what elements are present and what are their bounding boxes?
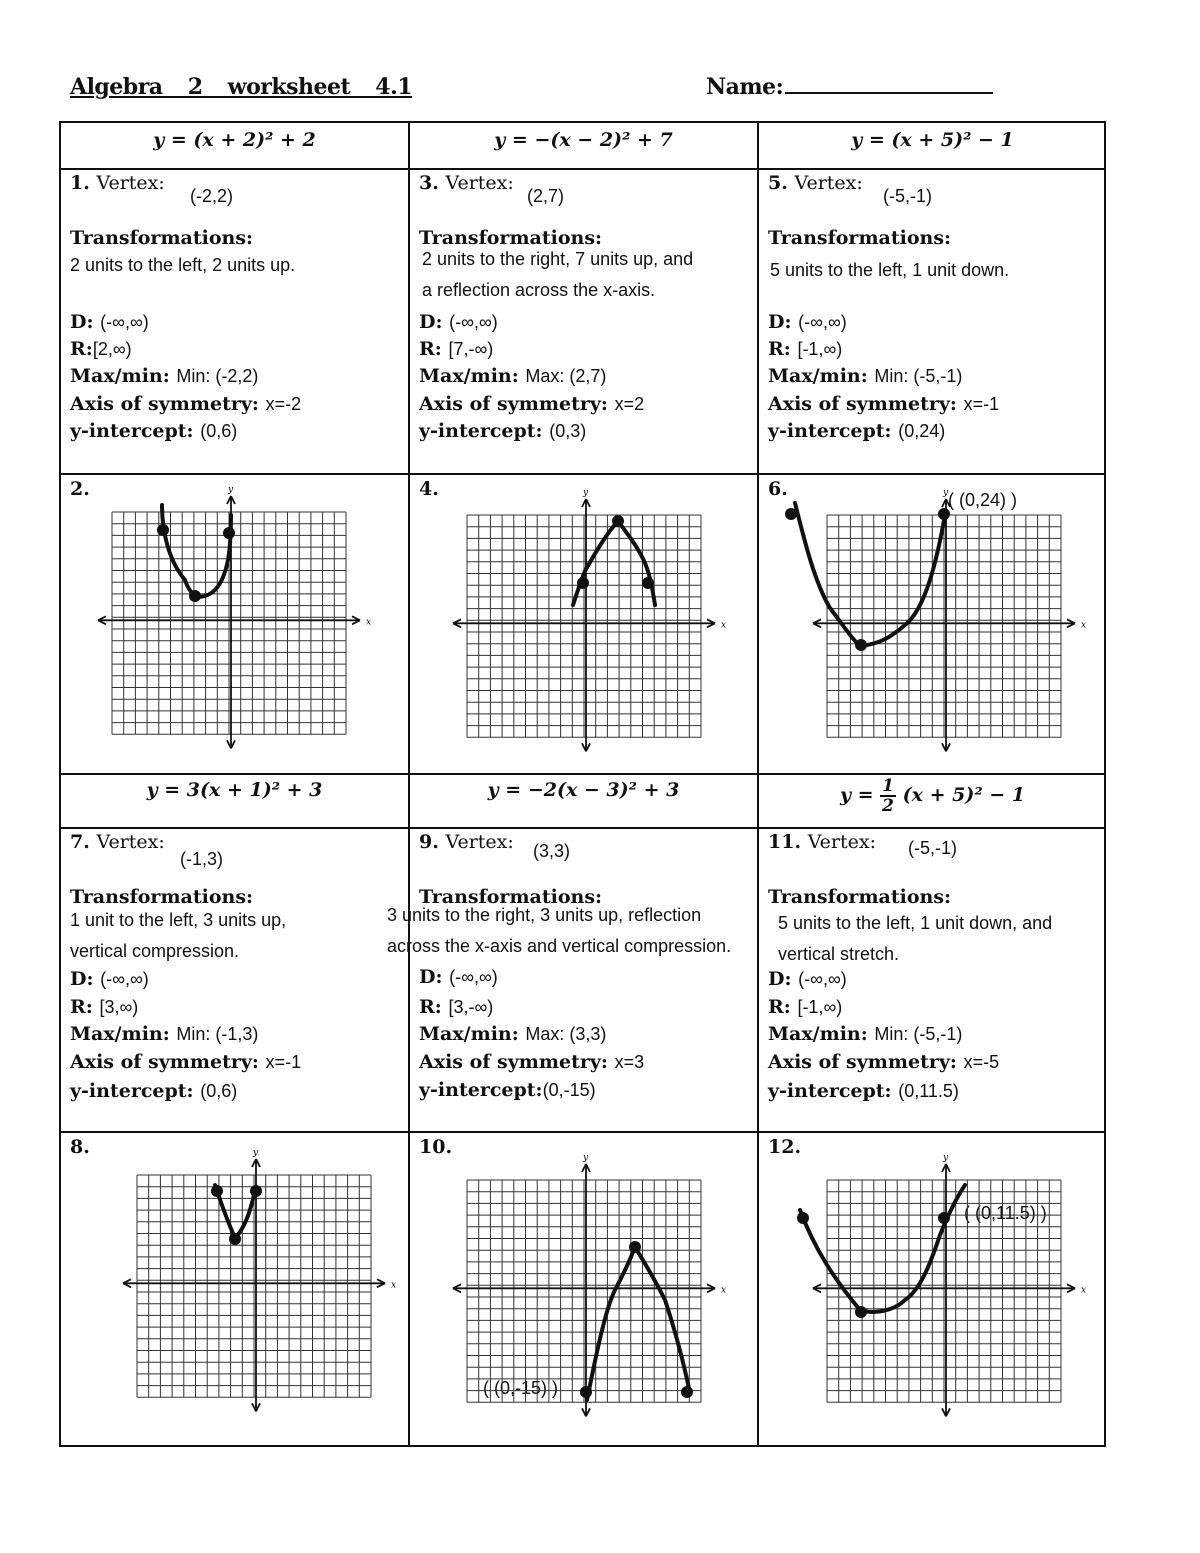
transformations-label: Transformations:	[768, 886, 952, 908]
problem-number: 9. Vertex:	[419, 831, 514, 853]
x-axis-label: x	[366, 617, 372, 628]
maxmin-row: Max/min: Max: (3,3)	[419, 1023, 607, 1045]
problem-number: 3. Vertex:	[419, 172, 514, 194]
equation-2: y = −(x − 2)² + 7	[494, 129, 673, 151]
maxmin-row: Max/min: Min: (-1,3)	[70, 1023, 259, 1045]
plotted-point	[855, 639, 867, 651]
transformations-label: Transformations:	[419, 227, 603, 249]
graph-12-coordinate-plane	[805, 1150, 1095, 1425]
range-row: R:[2,∞)	[70, 338, 132, 360]
graph-10-coordinate-plane	[445, 1150, 735, 1425]
grid	[467, 1180, 701, 1402]
transformations-line-2: across the x-axis and vertical compression.	[387, 936, 732, 956]
transformations-label: Transformations:	[70, 227, 254, 249]
plotted-point	[250, 1185, 262, 1197]
maxmin-row: Max/min: Min: (-5,-1)	[768, 1023, 963, 1045]
equation-3: y = (x + 5)² − 1	[851, 129, 1014, 151]
equation-6-body: (x + 5)² − 1	[902, 784, 1026, 806]
axis-row: Axis of symmetry: x=-1	[768, 393, 1000, 415]
graph-number: 6.	[768, 478, 788, 500]
plotted-point	[211, 1185, 223, 1197]
yint-row: y-intercept: (0,24)	[768, 420, 946, 442]
graph-number: 10.	[419, 1136, 453, 1158]
x-axis-label: x	[391, 1280, 397, 1291]
vertex-value: (-5,-1)	[908, 838, 957, 858]
fraction-numerator: 1	[882, 776, 895, 796]
plotted-point	[157, 524, 169, 536]
row-divider	[61, 168, 1104, 170]
equation-1: y = (x + 2)² + 2	[153, 129, 316, 151]
transformations-line-1: 2 units to the left, 2 units up.	[70, 255, 296, 275]
plotted-point	[629, 1241, 641, 1253]
graph-number: 8.	[70, 1136, 90, 1158]
row-divider	[61, 1131, 1104, 1133]
range-row: R: [3,-∞)	[419, 996, 494, 1018]
problem-number: 5. Vertex:	[768, 172, 863, 194]
plotted-point	[938, 508, 950, 520]
transformations-line-1: 2 units to the right, 7 units up, and	[422, 249, 694, 269]
domain-row: D: (-∞,∞)	[70, 311, 149, 333]
domain-row: D: (-∞,∞)	[419, 311, 498, 333]
plotted-point	[223, 527, 235, 539]
transformations-line-1: 1 unit to the left, 3 units up,	[70, 910, 287, 930]
transformations-line-2: vertical compression.	[70, 941, 240, 961]
plotted-point	[785, 508, 797, 520]
vertex-value: (-1,3)	[180, 849, 224, 869]
plotted-point	[229, 1233, 241, 1245]
fraction-denominator: 2	[882, 796, 895, 816]
grid	[467, 515, 701, 737]
equation-6	[759, 777, 1106, 815]
range-row: R: [-1,∞)	[768, 338, 843, 360]
graph-number: 12.	[768, 1136, 802, 1158]
yint-row: y-intercept:(0,-15)	[419, 1079, 596, 1101]
range-row: R: [-1,∞)	[768, 996, 843, 1018]
plotted-point	[855, 1306, 867, 1318]
vertex-value: (-2,2)	[190, 186, 234, 206]
yint-row: y-intercept: (0,11.5)	[768, 1080, 959, 1102]
grid	[137, 1175, 371, 1397]
point-label: ( (0,11.5) )	[964, 1203, 1047, 1223]
y-axis-label: y	[943, 1153, 949, 1163]
maxmin-row: Max/min: Max: (2,7)	[419, 365, 607, 387]
y-axis-label: y	[228, 485, 234, 495]
equation-4: y = 3(x + 1)² + 3	[146, 779, 323, 801]
plotted-point	[612, 515, 624, 527]
parabola-curve	[800, 1185, 965, 1312]
parabola-curve	[587, 1247, 690, 1400]
domain-row: D: (-∞,∞)	[768, 968, 847, 990]
transformations-label: Transformations:	[70, 886, 254, 908]
plotted-point	[938, 1212, 950, 1224]
x-axis-label: x	[1081, 620, 1087, 631]
axis-row: Axis of symmetry: x=2	[419, 393, 645, 415]
problem-number: 11. Vertex:	[768, 831, 876, 853]
parabola-curve	[162, 505, 231, 597]
problem-number: 7. Vertex:	[70, 831, 165, 853]
equation-5: y = −2(x − 3)² + 3	[487, 779, 680, 801]
plotted-point	[577, 577, 589, 589]
range-row: R: [7,-∞)	[419, 338, 494, 360]
transformations-line-1: 3 units to the right, 3 units up, reflection	[387, 905, 702, 925]
y-axis-label: y	[583, 488, 589, 498]
plotted-point	[580, 1386, 592, 1398]
x-axis-label: x	[721, 1285, 727, 1296]
x-axis-label: x	[721, 620, 727, 631]
maxmin-row: Max/min: Min: (-5,-1)	[768, 365, 963, 387]
x-axis-label: x	[1081, 1285, 1087, 1296]
axis-row: Axis of symmetry: x=-2	[70, 393, 302, 415]
axis-row: Axis of symmetry: x=-5	[768, 1051, 1000, 1073]
name-field[interactable]	[706, 74, 993, 100]
graph-number: 4.	[419, 478, 439, 500]
problem-number: 1. Vertex:	[70, 172, 165, 194]
row-divider	[61, 827, 1104, 829]
yint-row: y-intercept: (0,6)	[70, 1080, 238, 1102]
grid	[827, 515, 1061, 737]
vertex-value: (-5,-1)	[883, 186, 932, 206]
range-row: R: [3,∞)	[70, 996, 139, 1018]
plotted-point	[189, 590, 201, 602]
domain-row: D: (-∞,∞)	[419, 966, 498, 988]
maxmin-row: Max/min: Min: (-2,2)	[70, 365, 259, 387]
vertex-value: (3,3)	[533, 841, 571, 861]
graph-4-coordinate-plane	[445, 483, 735, 758]
transformations-line-2: a reflection across the x-axis.	[422, 280, 656, 300]
worksheet-title: Algebra 2 worksheet 4.1	[70, 74, 413, 100]
y-axis-label: y	[253, 1148, 259, 1158]
name-blank-line	[785, 74, 993, 94]
graph-number: 2.	[70, 478, 90, 500]
y-axis-label: y	[583, 1153, 589, 1163]
transformations-line-1: 5 units to the left, 1 unit down.	[770, 260, 1010, 280]
graph-6-coordinate-plane	[805, 483, 1095, 758]
point-label: ( (0,24) )	[948, 490, 1018, 510]
axis-row: Axis of symmetry: x=3	[419, 1051, 645, 1073]
point-label: ( (0,-15) )	[483, 1378, 559, 1398]
row-divider	[61, 473, 1104, 475]
yint-row: y-intercept: (0,3)	[419, 420, 587, 442]
transformations-line-2: vertical stretch.	[778, 944, 900, 964]
row-divider	[61, 773, 1104, 775]
transformations-line-1: 5 units to the left, 1 unit down, and	[778, 913, 1053, 933]
transformations-label: Transformations:	[419, 886, 603, 908]
yint-row: y-intercept: (0,6)	[70, 420, 238, 442]
fraction	[880, 777, 896, 815]
equation-6-prefix: y =	[839, 784, 874, 806]
domain-row: D: (-∞,∞)	[768, 311, 847, 333]
transformations-label: Transformations:	[768, 227, 952, 249]
axis-row: Axis of symmetry: x=-1	[70, 1051, 302, 1073]
vertex-value: (2,7)	[527, 186, 565, 206]
plotted-point	[642, 577, 654, 589]
graph-8-coordinate-plane	[115, 1145, 405, 1420]
name-label: Name:	[706, 74, 784, 100]
plotted-point	[797, 1212, 809, 1224]
plotted-point	[681, 1386, 693, 1398]
graph-2-coordinate-plane	[90, 480, 380, 755]
y-axis-label: y	[943, 488, 949, 498]
domain-row: D: (-∞,∞)	[70, 968, 149, 990]
